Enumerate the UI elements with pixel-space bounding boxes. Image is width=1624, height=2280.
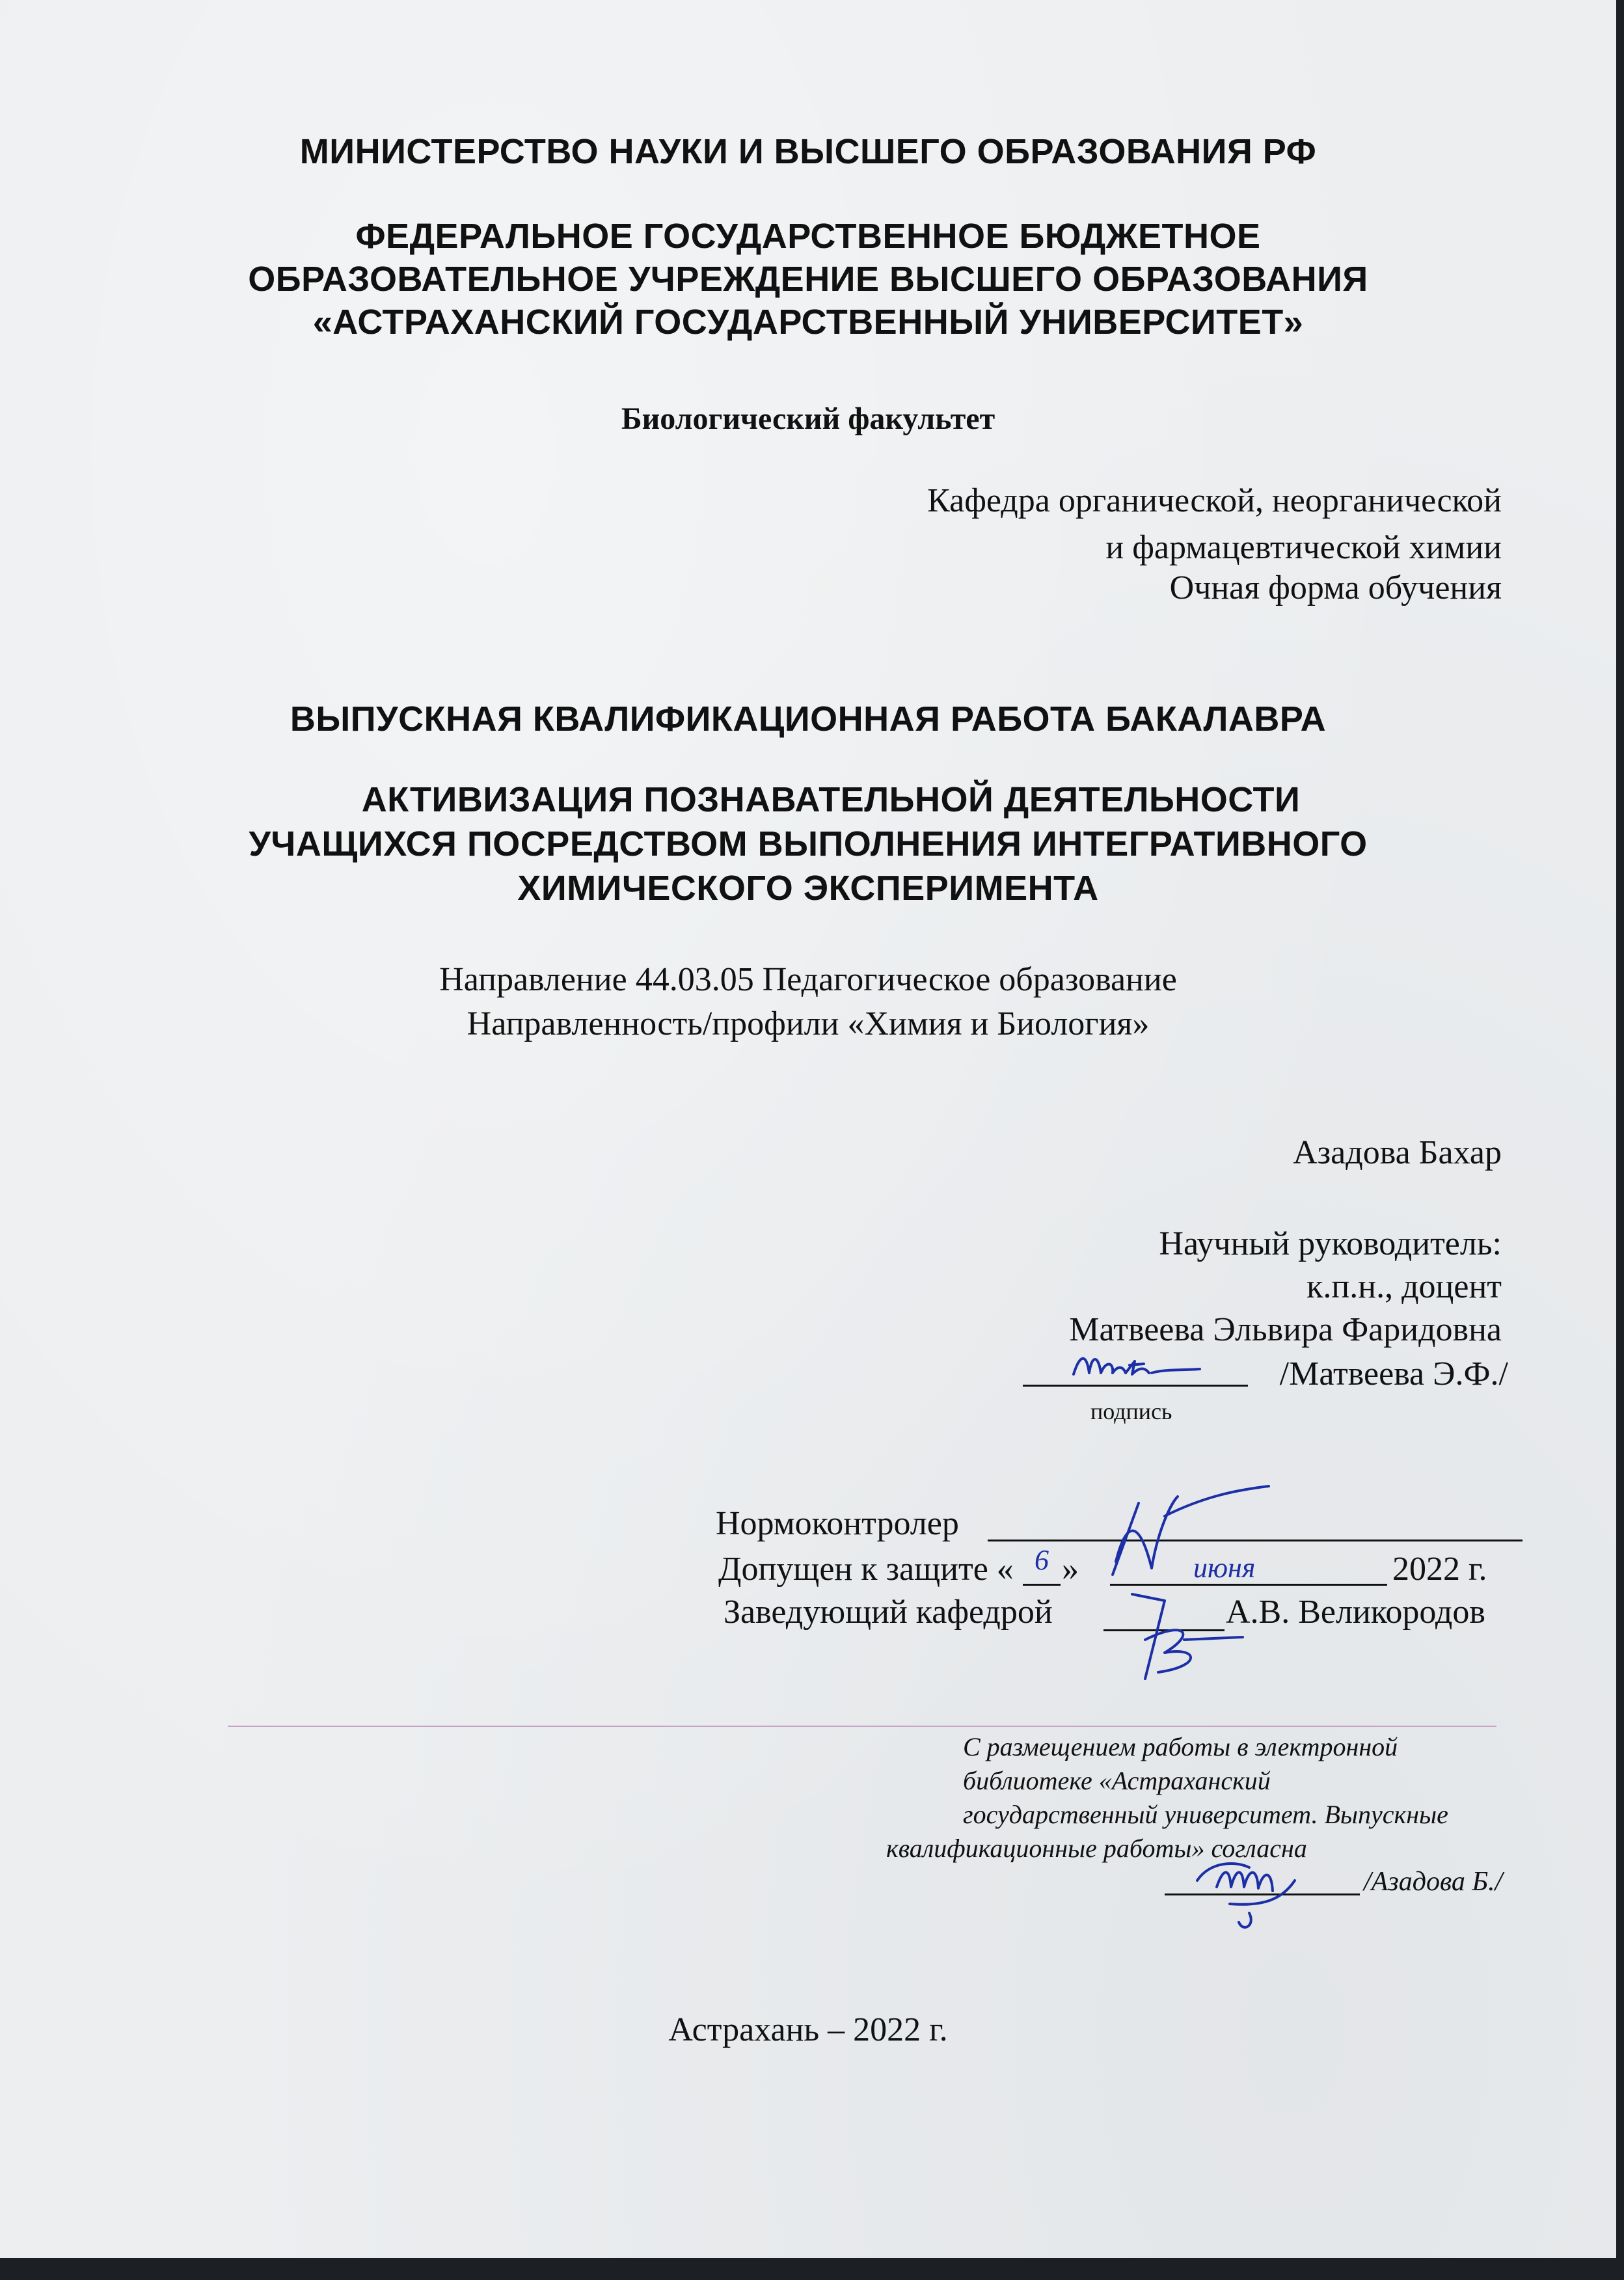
consent-name: /Азадова Б./ (1364, 1867, 1503, 1897)
institution-line-2: ОБРАЗОВАТЕЛЬНОЕ УЧРЕЖДЕНИЕ ВЫСШЕГО ОБРАЗОВАНИЯ (248, 260, 1368, 299)
consent-line-3: государственный университет. Выпускные (963, 1800, 1448, 1829)
admitted-close-quote: » (1062, 1551, 1079, 1588)
work-type: ВЫПУСКНАЯ КВАЛИФИКАЦИОННАЯ РАБОТА БАКАЛАВРА (290, 699, 1327, 739)
department-line-2: и фармацевтической химии (1105, 529, 1502, 566)
admitted-label: Допущен к защите « (718, 1551, 1014, 1588)
work-title-line-3: ХИМИЧЕСКОГО ЭКСПЕРИМЕНТА (517, 869, 1099, 908)
head-of-department-label: Заведующий кафедрой (724, 1594, 1053, 1631)
ministry-heading: МИНИСТЕРСТВО НАУКИ И ВЫСШЕГО ОБРАЗОВАНИЯ РФ (299, 132, 1317, 171)
study-direction: Направление 44.03.05 Педагогическое образование (439, 961, 1177, 998)
supervisor-degree: к.п.н., доцент (1306, 1268, 1502, 1305)
city-year: Астрахань – 2022 г. (668, 2011, 948, 2048)
signature-caption: подпись (1090, 1398, 1172, 1424)
work-title-line-2: УЧАЩИХСЯ ПОСРЕДСТВОМ ВЫПОЛНЕНИЯ ИНТЕГРАТИВНОГО (249, 824, 1368, 863)
admitted-month: июня (1193, 1552, 1256, 1584)
study-profile: Направленность/профили «Химия и Биология» (467, 1005, 1150, 1042)
institution-line-3: «АСТРАХАНСКИЙ ГОСУДАРСТВЕННЫЙ УНИВЕРСИТЕТ» (312, 303, 1304, 342)
department-line-1: Кафедра органической, неорганической (927, 482, 1502, 519)
supervisor-name: Матвеева Эльвира Фаридовна (1069, 1311, 1502, 1348)
faculty-name: Биологический факультет (621, 401, 995, 436)
supervisor-label: Научный руководитель: (1159, 1225, 1502, 1262)
normcontrol-label: Нормоконтролер (716, 1505, 959, 1542)
head-of-department-name: А.В. Великородов (1226, 1594, 1485, 1631)
consent-line-2: библиотеке «Астраханский (963, 1766, 1271, 1795)
consent-line-4: квалификационные работы» согласна (886, 1834, 1307, 1863)
consent-line-1: С размещением работы в электронной (963, 1732, 1398, 1761)
institution-line-1: ФЕДЕРАЛЬНОЕ ГОСУДАРСТВЕННОЕ БЮДЖЕТНОЕ (355, 217, 1261, 256)
divider-line (228, 1726, 1496, 1727)
work-title-line-1: АКТИВИЗАЦИЯ ПОЗНАВАТЕЛЬНОЙ ДЕЯТЕЛЬНОСТИ (361, 780, 1301, 819)
admitted-year: 2022 г. (1392, 1551, 1487, 1588)
supervisor-short-name: /Матвеева Э.Ф./ (1279, 1355, 1508, 1392)
supervisor-signature (1067, 1340, 1236, 1392)
author-signature (1184, 1841, 1314, 1939)
admitted-day-line (1023, 1584, 1061, 1586)
author-name: Азадова Бахар (1293, 1134, 1502, 1171)
study-form: Очная форма обучения (1169, 569, 1502, 606)
admitted-day: 6 (1035, 1544, 1049, 1576)
